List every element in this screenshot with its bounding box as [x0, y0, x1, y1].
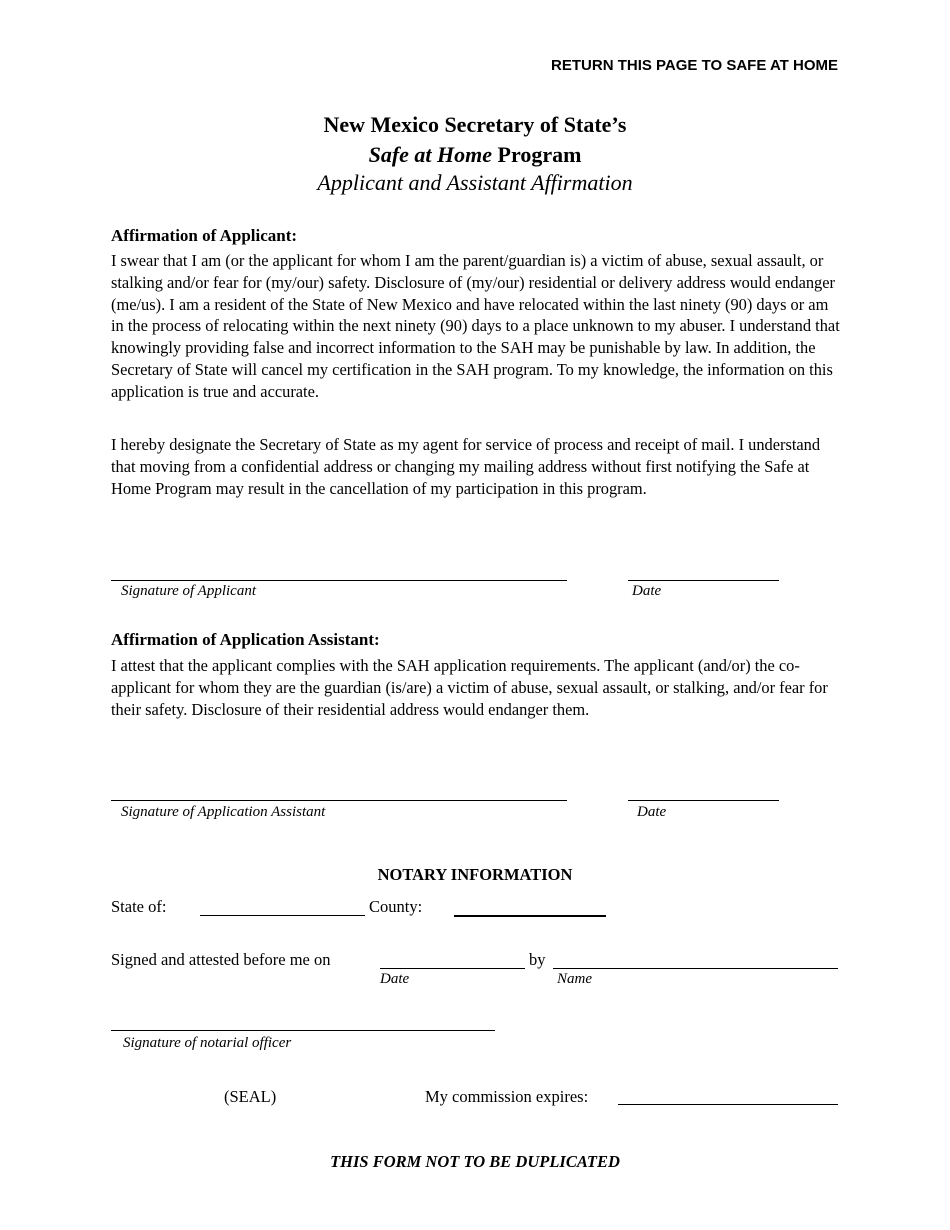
- applicant-affirmation-text: I swear that I am (or the applicant for whom I am the parent/guardian is) a victim of abuse, sexual assault, or stalking and/or fear for (my/our) safety. Disclosure of (my/our) residential or delivery address would endanger (me/us). I am a resident of the State of New Mexico and have relocated within the last ninety (90) days or am in the process of relocating within the next ninety (90) days to a place unknown to my abuser. I understand that knowingly providing false and incorrect information to the SAH may be punishable by law. In addition, the Secretary of State will cancel my certification in the SAH program. To my knowledge, the information on this application is true and accurate.: [111, 251, 840, 401]
- program-name-rest: Program: [492, 142, 582, 167]
- attested-date-line[interactable]: [380, 968, 525, 969]
- commission-expires-line[interactable]: [618, 1104, 838, 1105]
- assistant-signature-caption: Signature of Application Assistant: [121, 804, 326, 820]
- state-label: State of:: [111, 897, 167, 916]
- county-field-line[interactable]: [454, 915, 606, 917]
- applicant-signature-caption: Signature of Applicant: [121, 583, 256, 599]
- notarial-officer-caption: Signature of notarial officer: [123, 1035, 292, 1051]
- applicant-date-line[interactable]: [628, 580, 779, 581]
- duplication-notice: THIS FORM NOT TO BE DUPLICATED: [330, 1152, 620, 1171]
- applicant-designation-text: I hereby designate the Secretary of State as my agent for service of process and receipt of mail. I understand that moving from a confidential address or changing my mailing address without first notifying the Safe at Home Program may result in the cancellation of my participation in this program.: [111, 435, 821, 498]
- seal-label: (SEAL): [224, 1087, 277, 1106]
- assistant-section-heading: Affirmation of Application Assistant:: [111, 630, 380, 649]
- signed-attested-label: Signed and attested before me on: [111, 950, 331, 969]
- state-field-line[interactable]: [200, 915, 365, 916]
- assistant-signature-line[interactable]: [111, 800, 567, 801]
- assistant-date-caption: Date: [637, 804, 667, 820]
- by-label: by: [529, 950, 546, 969]
- county-label: County:: [369, 897, 423, 916]
- commission-expires-label: My commission expires:: [425, 1087, 589, 1106]
- assistant-date-line[interactable]: [628, 800, 779, 801]
- attested-date-caption: Date: [380, 971, 410, 987]
- notary-section-heading: NOTARY INFORMATION: [377, 865, 573, 884]
- applicant-date-caption: Date: [632, 583, 662, 599]
- attested-name-caption: Name: [557, 971, 592, 987]
- applicant-signature-line[interactable]: [111, 580, 567, 581]
- notarial-officer-signature-line[interactable]: [111, 1030, 495, 1031]
- attested-name-line[interactable]: [553, 968, 838, 969]
- return-instruction: RETURN THIS PAGE TO SAFE AT HOME: [551, 57, 838, 74]
- applicant-section-heading: Affirmation of Applicant:: [111, 226, 298, 245]
- program-name: [0, 142, 950, 168]
- assistant-attestation-text: I attest that the applicant complies with the SAH application requirements. The applicant (and/or) the co-applicant for whom they are the guardian (is/are) a victim of abuse, sexual assault, or stalking, and/or fear for their safety. Disclosure of their residential address would endanger them.: [111, 656, 828, 719]
- form-title: New Mexico Secretary of State’s: [323, 112, 627, 137]
- program-name-italic: Safe at Home: [368, 142, 493, 167]
- form-subtitle: Applicant and Assistant Affirmation: [317, 170, 633, 195]
